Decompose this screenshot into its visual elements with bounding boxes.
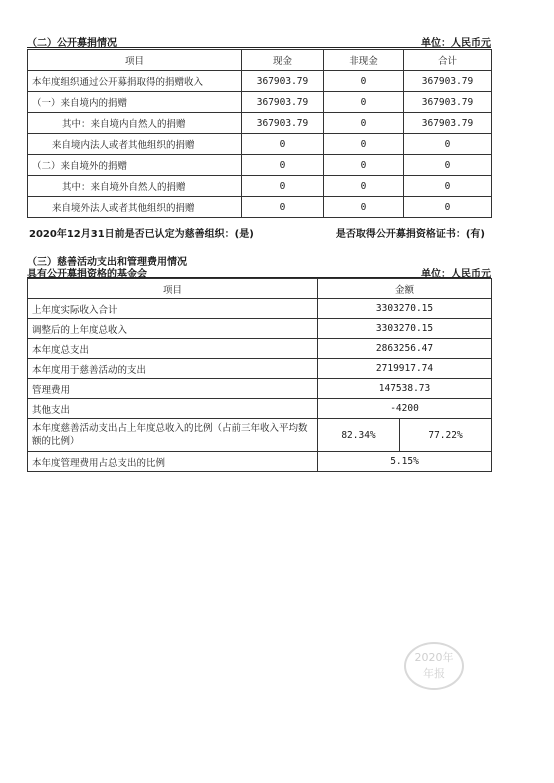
cell-ratio-three-year: 77.22% [400, 419, 492, 452]
donation-table [27, 49, 492, 218]
cell-total: 0 [404, 134, 492, 155]
section2-rule [27, 47, 491, 48]
cell-cash: 367903.79 [242, 113, 324, 134]
cell-total: 367903.79 [404, 113, 492, 134]
table-row [28, 155, 492, 176]
section2-title: （二）公开募捐情况 [27, 38, 117, 49]
section2-unit: 单位：人民币元 [421, 38, 491, 49]
cell-noncash: 0 [324, 71, 404, 92]
row-label: 其他支出 [28, 399, 318, 419]
table-row [28, 359, 492, 379]
section3-subtitle: 具有公开募捐资格的基金会 [27, 269, 147, 280]
cell-total: 0 [404, 155, 492, 176]
cell-amount: -4200 [318, 399, 492, 419]
cell-noncash: 0 [324, 113, 404, 134]
row-label: 本年度总支出 [28, 339, 318, 359]
row-label: 其中：来自境外自然人的捐赠 [28, 176, 242, 197]
row-label: 其中：来自境内自然人的捐赠 [28, 113, 242, 134]
row-label: 上年度实际收入合计 [28, 299, 318, 319]
row-label: 来自境内法人或者其他组织的捐赠 [28, 134, 242, 155]
cell-cash: 0 [242, 197, 324, 218]
stamp-line1: 2020年 [414, 651, 454, 664]
table-header-row [28, 279, 492, 299]
table-row [28, 399, 492, 419]
table-row [28, 197, 492, 218]
table-row [28, 113, 492, 134]
row-label: 本年度慈善活动支出占上年度总收入的比例（占前三年收入平均数额的比例） [28, 419, 318, 452]
annual-report-watermark-stamp [404, 642, 464, 690]
table-row [28, 339, 492, 359]
col-header-cash: 现金 [242, 50, 324, 71]
cell-total: 0 [404, 197, 492, 218]
cell-noncash: 0 [324, 155, 404, 176]
cell-cash: 367903.79 [242, 92, 324, 113]
table-row [28, 299, 492, 319]
cell-cash: 0 [242, 134, 324, 155]
table-row [28, 419, 492, 452]
cell-total: 367903.79 [404, 92, 492, 113]
row-label: 管理费用 [28, 379, 318, 399]
charity-status-note: 2020年12月31日前是否已认定为慈善组织：(是) [29, 229, 254, 240]
row-label: （一）来自境内的捐赠 [28, 92, 242, 113]
row-label: 本年度管理费用占总支出的比例 [28, 452, 318, 472]
row-label: 来自境外法人或者其他组织的捐赠 [28, 197, 242, 218]
expense-table [27, 278, 492, 472]
section3-title: （三）慈善活动支出和管理费用情况 [27, 257, 187, 268]
cell-cash: 367903.79 [242, 71, 324, 92]
col-header-item: 项目 [28, 50, 242, 71]
col-header-total: 合计 [404, 50, 492, 71]
table-row [28, 452, 492, 472]
table-row [28, 319, 492, 339]
cell-total: 0 [404, 176, 492, 197]
cell-cash: 0 [242, 176, 324, 197]
stamp-line2: 年报 [423, 667, 445, 680]
table-row [28, 176, 492, 197]
table-row [28, 71, 492, 92]
cell-noncash: 0 [324, 134, 404, 155]
row-label: 本年度组织通过公开募捐取得的捐赠收入 [28, 71, 242, 92]
cell-amount: 2719917.74 [318, 359, 492, 379]
cell-amount: 147538.73 [318, 379, 492, 399]
table-header-row [28, 50, 492, 71]
cell-amount: 2863256.47 [318, 339, 492, 359]
cell-noncash: 0 [324, 92, 404, 113]
fundraising-cert-note: 是否取得公开募捐资格证书：(有) [335, 229, 485, 240]
cell-total: 367903.79 [404, 71, 492, 92]
cell-amount: 5.15% [318, 452, 492, 472]
cell-cash: 0 [242, 155, 324, 176]
cell-noncash: 0 [324, 176, 404, 197]
cell-ratio-current: 82.34% [318, 419, 400, 452]
row-label: 本年度用于慈善活动的支出 [28, 359, 318, 379]
table-row [28, 92, 492, 113]
table-row [28, 379, 492, 399]
cell-amount: 3303270.15 [318, 319, 492, 339]
col-header-amount: 金额 [318, 279, 492, 299]
col-header-item: 项目 [28, 279, 318, 299]
cell-amount: 3303270.15 [318, 299, 492, 319]
table-row [28, 134, 492, 155]
row-label: （二）来自境外的捐赠 [28, 155, 242, 176]
col-header-noncash: 非现金 [324, 50, 404, 71]
cell-noncash: 0 [324, 197, 404, 218]
section3-unit: 单位：人民币元 [421, 269, 491, 280]
row-label: 调整后的上年度总收入 [28, 319, 318, 339]
